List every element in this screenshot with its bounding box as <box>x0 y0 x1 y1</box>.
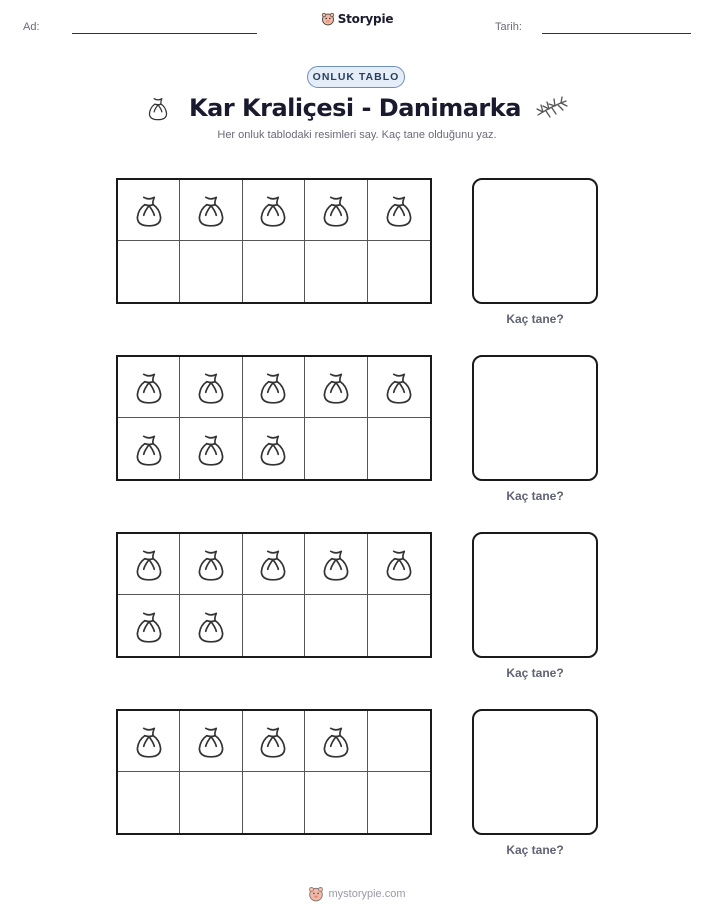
instructions: Her onluk tablodaki resimleri say. Kaç tane olduğunu yaz. <box>217 129 497 141</box>
frame-cell <box>243 357 305 418</box>
frame-cell <box>118 357 180 418</box>
answer-label-3: Kaç tane? <box>506 666 564 680</box>
frame-cell <box>180 772 242 833</box>
money-bag-icon <box>256 430 290 468</box>
money-bag-icon <box>319 191 353 229</box>
frame-cell <box>305 534 367 595</box>
frame-cell <box>368 772 430 833</box>
answer-label-4: Kaç tane? <box>506 843 564 857</box>
frame-cell <box>368 595 430 656</box>
answer-box-2[interactable] <box>472 355 598 481</box>
worksheet-type-badge: ONLUK TABLO <box>307 66 405 88</box>
frame-cell <box>243 772 305 833</box>
answer-label-2: Kaç tane? <box>506 489 564 503</box>
money-bag-icon <box>194 722 228 760</box>
brand-name: Storypie <box>337 12 394 26</box>
frame-cell <box>305 711 367 772</box>
frame-cell <box>180 711 242 772</box>
pig-mascot-icon <box>321 12 335 26</box>
frame-cell <box>305 772 367 833</box>
ten-frame-1 <box>116 178 432 304</box>
frame-cell <box>180 595 242 656</box>
frame-cell <box>368 534 430 595</box>
frame-cell <box>118 418 180 479</box>
money-bag-icon <box>256 191 290 229</box>
frame-cell <box>118 711 180 772</box>
frame-cell <box>305 418 367 479</box>
frame-cell <box>243 418 305 479</box>
name-line[interactable] <box>72 33 257 34</box>
money-bag-icon <box>319 368 353 406</box>
money-bag-icon <box>319 722 353 760</box>
date-label: Tarih: <box>495 21 522 33</box>
frame-cell <box>180 418 242 479</box>
money-bag-icon <box>256 368 290 406</box>
money-bag-icon <box>319 545 353 583</box>
money-bag-icon <box>256 722 290 760</box>
money-bag-icon <box>132 191 166 229</box>
money-bag-icon <box>132 545 166 583</box>
title-row <box>0 90 714 126</box>
frame-cell <box>180 357 242 418</box>
frame-cell <box>368 241 430 302</box>
brand-logo <box>0 12 714 26</box>
money-bag-icon <box>132 368 166 406</box>
frame-cell <box>243 534 305 595</box>
money-bag-icon <box>194 545 228 583</box>
frame-cell <box>243 595 305 656</box>
money-bag-icon <box>382 191 416 229</box>
frame-cell <box>243 241 305 302</box>
ten-frame-2 <box>116 355 432 481</box>
date-line[interactable] <box>542 33 691 34</box>
answer-box-1[interactable] <box>472 178 598 304</box>
money-bag-icon <box>194 607 228 645</box>
frame-cell <box>118 772 180 833</box>
frame-cell <box>305 595 367 656</box>
money-bag-icon <box>194 430 228 468</box>
frame-cell <box>243 180 305 241</box>
frame-cell <box>180 534 242 595</box>
footer <box>0 886 714 902</box>
money-bag-icon <box>382 545 416 583</box>
frame-cell <box>180 241 242 302</box>
money-bag-icon <box>132 722 166 760</box>
money-bag-icon <box>132 430 166 468</box>
frame-cell <box>243 711 305 772</box>
frame-cell <box>368 180 430 241</box>
money-bag-icon <box>194 191 228 229</box>
money-bag-icon <box>145 94 171 122</box>
pig-mascot-icon <box>308 886 324 902</box>
money-bag-icon <box>194 368 228 406</box>
worksheet-title: Kar Kraliçesi - Danimarka <box>189 94 521 122</box>
answer-box-3[interactable] <box>472 532 598 658</box>
ten-frame-3 <box>116 532 432 658</box>
frame-cell <box>118 241 180 302</box>
frame-cell <box>118 595 180 656</box>
money-bag-icon <box>382 368 416 406</box>
frame-cell <box>180 180 242 241</box>
frame-cell <box>305 241 367 302</box>
frame-cell <box>368 357 430 418</box>
frame-cell <box>368 418 430 479</box>
frame-cell <box>368 711 430 772</box>
ten-frame-4 <box>116 709 432 835</box>
money-bag-icon <box>132 607 166 645</box>
frame-cell <box>118 180 180 241</box>
frame-cell <box>118 534 180 595</box>
answer-box-4[interactable] <box>472 709 598 835</box>
answer-label-1: Kaç tane? <box>506 312 564 326</box>
frame-cell <box>305 180 367 241</box>
snowflake-leaf-icon <box>535 95 569 121</box>
frame-cell <box>305 357 367 418</box>
name-label: Ad: <box>23 21 40 33</box>
footer-url: mystorypie.com <box>328 888 406 900</box>
money-bag-icon <box>256 545 290 583</box>
